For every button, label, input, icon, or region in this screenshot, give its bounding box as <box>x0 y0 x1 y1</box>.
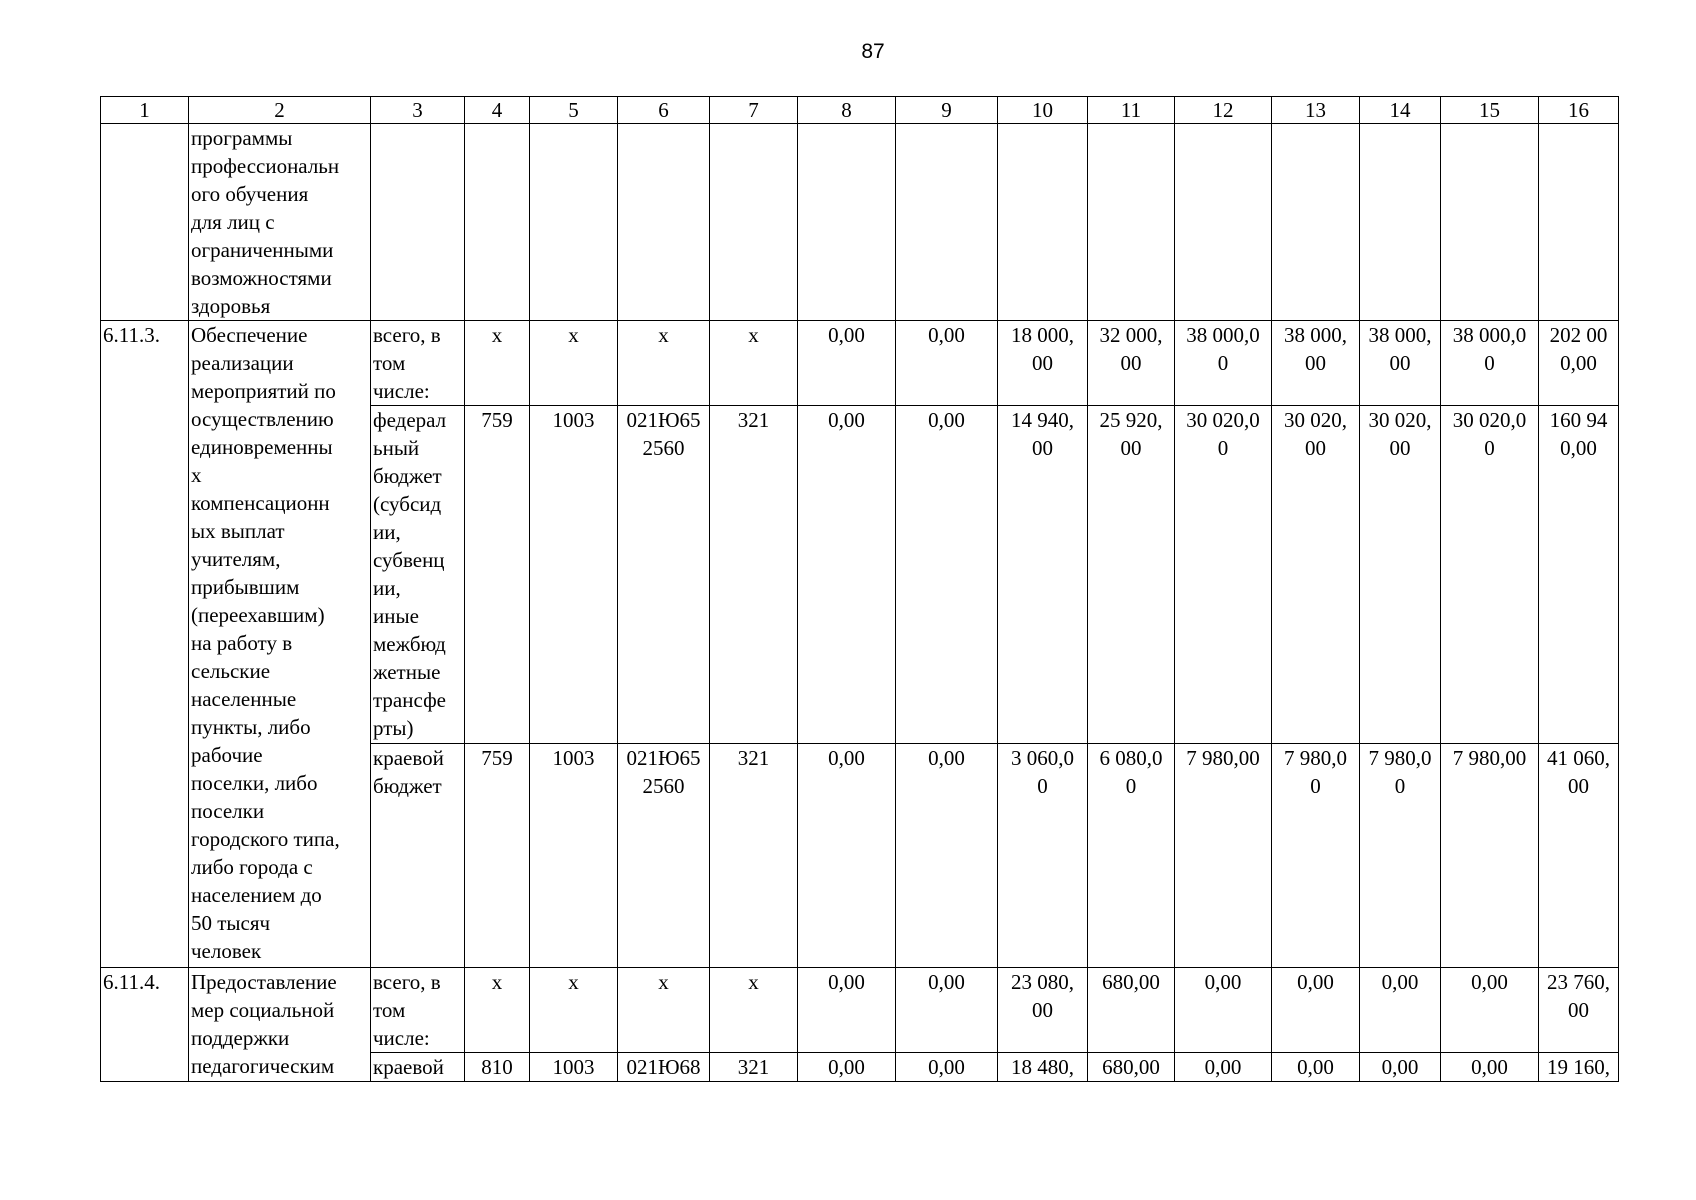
header-cell: 6 <box>618 97 710 124</box>
value-cell: 7 980,00 <box>1175 744 1272 968</box>
value-cell <box>618 124 710 321</box>
value-cell: 021Ю65 2560 <box>618 406 710 744</box>
source-cell: федерал ьный бюджет (субсид ии, субвенц ии, иные межбюд жетные трансфе рты) <box>371 406 465 744</box>
header-cell: 4 <box>465 97 530 124</box>
header-cell: 13 <box>1272 97 1360 124</box>
value-cell <box>710 124 798 321</box>
header-cell: 11 <box>1088 97 1175 124</box>
value-cell: 759 <box>465 744 530 968</box>
value-cell: 7 980,00 <box>1441 744 1539 968</box>
header-cell: 7 <box>710 97 798 124</box>
value-cell: 0,00 <box>798 406 896 744</box>
value-cell: 0,00 <box>1360 1053 1441 1082</box>
value-cell <box>798 124 896 321</box>
value-cell <box>1175 124 1272 321</box>
value-cell: 30 020,0 0 <box>1175 406 1272 744</box>
header-cell: 5 <box>530 97 618 124</box>
value-cell <box>465 124 530 321</box>
value-cell: 0,00 <box>1441 1053 1539 1082</box>
value-cell: 23 760, 00 <box>1539 968 1619 1053</box>
value-cell: 321 <box>710 744 798 968</box>
page-number: 87 <box>861 40 885 63</box>
value-cell: 25 920, 00 <box>1088 406 1175 744</box>
value-cell: 160 94 0,00 <box>1539 406 1619 744</box>
value-cell: 41 060, 00 <box>1539 744 1619 968</box>
value-cell: 810 <box>465 1053 530 1082</box>
header-cell: 8 <box>798 97 896 124</box>
value-cell: 0,00 <box>896 1053 998 1082</box>
value-cell: 0,00 <box>1175 968 1272 1053</box>
value-cell: 0,00 <box>896 321 998 406</box>
value-cell: 021Ю68 <box>618 1053 710 1082</box>
value-cell: 0,00 <box>1360 968 1441 1053</box>
value-cell: 0,00 <box>798 968 896 1053</box>
value-cell: 0,00 <box>896 744 998 968</box>
source-cell: всего, в том числе: <box>371 321 465 406</box>
value-cell: 0,00 <box>1272 1053 1360 1082</box>
header-cell: 3 <box>371 97 465 124</box>
header-cell: 10 <box>998 97 1088 124</box>
value-cell <box>1272 124 1360 321</box>
value-cell: х <box>710 968 798 1053</box>
table-row <box>101 321 1619 406</box>
item-code: 6.11.3. <box>101 321 189 968</box>
table-row <box>101 968 1619 1053</box>
value-cell: 38 000,0 0 <box>1441 321 1539 406</box>
value-cell <box>530 124 618 321</box>
value-cell: 6 080,0 0 <box>1088 744 1175 968</box>
source-cell: краевой бюджет <box>371 744 465 968</box>
value-cell: 0,00 <box>896 406 998 744</box>
value-cell: 38 000, 00 <box>1360 321 1441 406</box>
header-cell: 9 <box>896 97 998 124</box>
header-cell: 15 <box>1441 97 1539 124</box>
item-name: Обеспечение реализации мероприятий по осуществлению единовременны х компенсационн ых выплат учителям, прибывшим (переехавшим) на работу в сельские населенные пункты, либо рабочие поселки, либо поселки городского типа, либо города с населением до 50 тысяч человек <box>189 321 371 968</box>
value-cell: х <box>465 321 530 406</box>
value-cell: х <box>618 321 710 406</box>
value-cell: 1003 <box>530 406 618 744</box>
value-cell: 1003 <box>530 1053 618 1082</box>
header-cell: 14 <box>1360 97 1441 124</box>
item-code: 6.11.4. <box>101 968 189 1082</box>
value-cell <box>1360 124 1441 321</box>
value-cell: 759 <box>465 406 530 744</box>
source-cell: краевой <box>371 1053 465 1082</box>
header-cell: 2 <box>189 97 371 124</box>
source-cell <box>371 124 465 321</box>
value-cell: 680,00 <box>1088 968 1175 1053</box>
value-cell: 30 020, 00 <box>1360 406 1441 744</box>
value-cell <box>1088 124 1175 321</box>
value-cell: 0,00 <box>798 1053 896 1082</box>
header-row <box>101 97 1619 124</box>
code-cell <box>101 124 189 321</box>
value-cell: х <box>530 321 618 406</box>
value-cell: 321 <box>710 1053 798 1082</box>
value-cell: 1003 <box>530 744 618 968</box>
value-cell <box>1539 124 1619 321</box>
header-cell: 16 <box>1539 97 1619 124</box>
source-cell: всего, в том числе: <box>371 968 465 1053</box>
value-cell: 0,00 <box>798 744 896 968</box>
value-cell: 14 940, 00 <box>998 406 1088 744</box>
value-cell: 0,00 <box>896 968 998 1053</box>
item-name: Предоставление мер социальной поддержки педагогическим <box>189 968 371 1082</box>
value-cell: 0,00 <box>1175 1053 1272 1082</box>
value-cell <box>896 124 998 321</box>
value-cell: х <box>530 968 618 1053</box>
header-cell: 1 <box>101 97 189 124</box>
table-row-continuation <box>101 124 1619 321</box>
value-cell <box>1441 124 1539 321</box>
value-cell: 202 00 0,00 <box>1539 321 1619 406</box>
value-cell: 23 080, 00 <box>998 968 1088 1053</box>
value-cell: 7 980,0 0 <box>1360 744 1441 968</box>
value-cell: 3 060,0 0 <box>998 744 1088 968</box>
value-cell: х <box>465 968 530 1053</box>
value-cell: 0,00 <box>798 321 896 406</box>
value-cell: 18 000, 00 <box>998 321 1088 406</box>
value-cell: 0,00 <box>1441 968 1539 1053</box>
value-cell: 680,00 <box>1088 1053 1175 1082</box>
value-cell: 7 980,0 0 <box>1272 744 1360 968</box>
value-cell: 19 160, <box>1539 1053 1619 1082</box>
value-cell: 321 <box>710 406 798 744</box>
value-cell: 32 000, 00 <box>1088 321 1175 406</box>
value-cell: 38 000, 00 <box>1272 321 1360 406</box>
name-cell: программы профессиональн ого обучения для лиц с ограниченными возможностями здоровья <box>189 124 371 321</box>
header-cell: 12 <box>1175 97 1272 124</box>
value-cell: х <box>618 968 710 1053</box>
value-cell: 18 480, <box>998 1053 1088 1082</box>
value-cell <box>998 124 1088 321</box>
value-cell: 30 020,0 0 <box>1441 406 1539 744</box>
value-cell: 30 020, 00 <box>1272 406 1360 744</box>
budget-table <box>100 96 1619 1082</box>
value-cell: 38 000,0 0 <box>1175 321 1272 406</box>
value-cell: 021Ю65 2560 <box>618 744 710 968</box>
value-cell: х <box>710 321 798 406</box>
value-cell: 0,00 <box>1272 968 1360 1053</box>
